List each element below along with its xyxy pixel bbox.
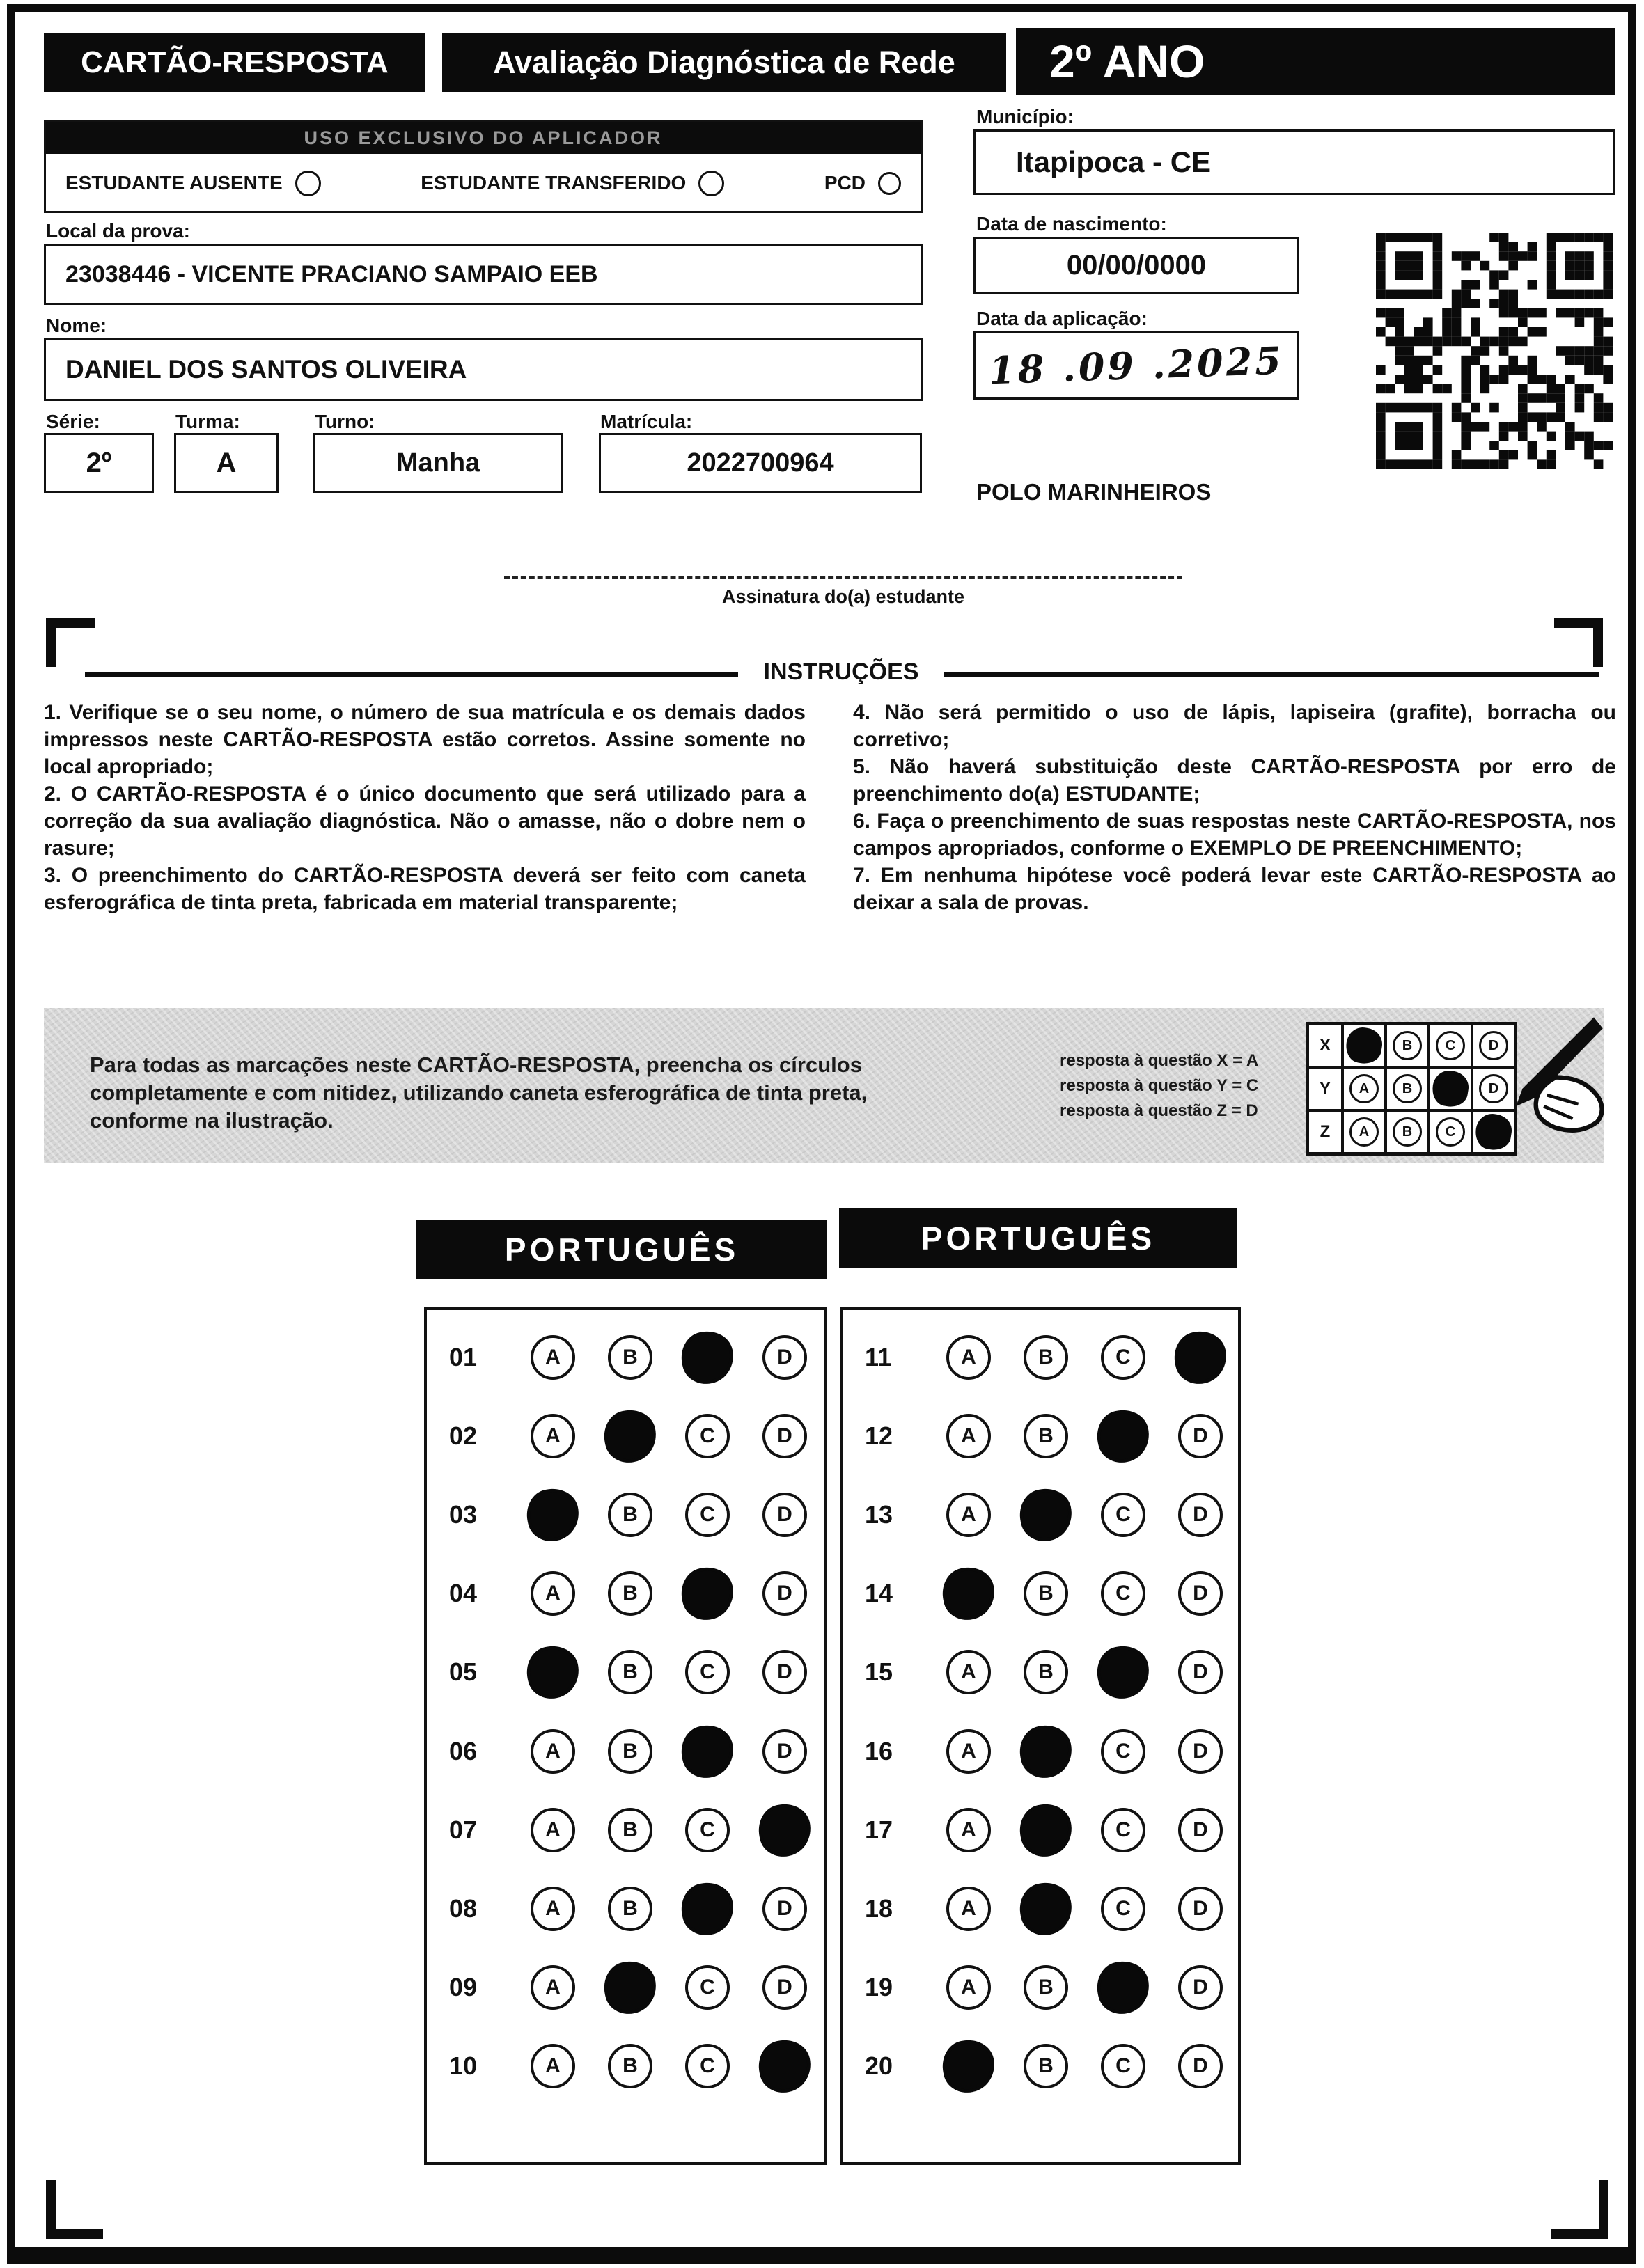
serie-label: Série:	[46, 411, 100, 432]
aplicacao-handwritten-date: 18 .09 .2025	[988, 338, 1285, 393]
municipio-value: Itapipoca - CE	[1016, 145, 1212, 178]
estudante-ausente-option	[65, 171, 321, 196]
question-row-19	[843, 1965, 1238, 2010]
answer-bubble-20-D[interactable]: D	[1178, 2044, 1223, 2088]
question-row-17	[843, 1808, 1238, 1852]
example-bubble-Z-B: B	[1393, 1117, 1422, 1147]
question-number: 16	[865, 1736, 893, 1765]
answer-bubble-14-D[interactable]: D	[1178, 1571, 1223, 1616]
answer-bubble-13-C[interactable]: C	[1101, 1493, 1145, 1537]
qr-code	[1376, 233, 1613, 469]
aplicacao-field	[973, 331, 1299, 400]
question-number: 03	[449, 1500, 478, 1529]
example-bubble-X-D: D	[1479, 1031, 1508, 1060]
answer-bubble-05-B[interactable]: B	[608, 1650, 652, 1694]
answer-bubble-16-A[interactable]: A	[946, 1729, 991, 1774]
answer-bubble-11-D[interactable]	[1170, 1327, 1232, 1389]
question-row-06	[427, 1729, 824, 1774]
answer-bubble-04-C[interactable]	[677, 1563, 739, 1625]
fill-example-text: Para todas as marcações neste CARTÃO-RESPOSTA, preencha os círculos completamente e com nitidez, utilizando caneta esferográfica de tinta preta, conforme na ilustração.	[90, 1053, 868, 1133]
local-value: 23038446 - VICENTE PRACIANO SAMPAIO EEB	[65, 260, 598, 288]
answer-bubble-02-D[interactable]: D	[762, 1414, 807, 1458]
example-cell-Y-C	[1429, 1067, 1472, 1110]
answer-bubble-14-C[interactable]: C	[1101, 1571, 1145, 1616]
answer-bubble-05-A[interactable]	[522, 1641, 584, 1703]
applicator-block	[44, 120, 923, 213]
question-row-09	[427, 1965, 824, 2010]
example-row-letter: X	[1319, 1036, 1331, 1055]
question-row-20	[843, 2044, 1238, 2088]
answer-bubble-19-B[interactable]: B	[1024, 1965, 1068, 2010]
answer-bubble-03-D[interactable]: D	[762, 1493, 807, 1537]
hand-with-pen-icon	[1482, 1009, 1605, 1143]
instruction-item: 4. Não será permitido o uso de lápis, lapiseira (grafite), borracha ou corretivo;	[853, 701, 1616, 751]
answer-bubble-08-C[interactable]	[677, 1877, 739, 1939]
example-row-label-Y	[1308, 1067, 1342, 1110]
instructions-rule-left	[85, 672, 738, 677]
example-bubble-X-C: C	[1436, 1031, 1465, 1060]
polo-label: POLO MARINHEIROS	[976, 479, 1212, 505]
answer-bubble-06-A[interactable]: A	[531, 1729, 575, 1774]
question-number: 01	[449, 1343, 478, 1371]
instruction-item: 6. Faça o preenchimento de suas respostas neste CARTÃO-RESPOSTA, nos campos apropriados, conforme o EXEMPLO DE PREENCHIMENTO;	[853, 810, 1616, 860]
answer-bubble-13-A[interactable]: A	[946, 1493, 991, 1537]
example-cell-X-B	[1386, 1024, 1429, 1067]
example-row-label-Z	[1308, 1110, 1342, 1153]
answer-bubble-14-B[interactable]: B	[1024, 1571, 1068, 1616]
example-answer-y: resposta à questão Y = C	[1060, 1076, 1259, 1095]
question-row-15	[843, 1650, 1238, 1694]
answer-bubble-09-C[interactable]: C	[685, 1965, 730, 2010]
answer-bubble-02-C[interactable]: C	[685, 1414, 730, 1458]
answer-bubble-16-D[interactable]: D	[1178, 1729, 1223, 1774]
answer-bubble-01-C[interactable]	[677, 1327, 739, 1389]
instruction-item: 2. O CARTÃO-RESPOSTA é o único documento que será utilizado para a correção da sua avaliação diagnóstica. Não o amasse, não o dobre nem o rasure;	[44, 782, 806, 860]
answer-bubble-15-A[interactable]: A	[946, 1650, 991, 1694]
question-number: 09	[449, 1972, 478, 2001]
question-row-01	[427, 1335, 824, 1380]
turno-value: Manha	[396, 448, 480, 478]
example-bubble-Y-A: A	[1349, 1074, 1379, 1103]
answer-bubble-02-A[interactable]: A	[531, 1414, 575, 1458]
example-bubble-Z-A: A	[1349, 1117, 1379, 1147]
instruction-item: 3. O preenchimento do CARTÃO-RESPOSTA deverá ser feito com caneta esferográfica de tinta preta, fabricada em material transparente;	[44, 864, 806, 914]
card-title: CARTÃO-RESPOSTA	[44, 33, 425, 92]
estudante-ausente-checkbox[interactable]	[295, 171, 321, 196]
answer-bubble-04-A[interactable]: A	[531, 1571, 575, 1616]
question-number: 19	[865, 1972, 893, 2001]
answer-bubble-08-A[interactable]: A	[531, 1887, 575, 1931]
estudante-transferido-option	[421, 171, 724, 196]
answer-bubble-10-A[interactable]: A	[531, 2044, 575, 2088]
example-cell-X-C	[1429, 1024, 1472, 1067]
question-number: 14	[865, 1579, 893, 1608]
turma-field	[174, 433, 279, 493]
answer-bubble-11-A[interactable]: A	[946, 1335, 991, 1380]
answer-bubble-09-D[interactable]: D	[762, 1965, 807, 2010]
nome-label: Nome:	[46, 315, 107, 336]
matricula-value: 2022700964	[687, 448, 834, 478]
example-bubble-Z-C: C	[1436, 1117, 1465, 1147]
answer-bubble-03-C[interactable]: C	[685, 1493, 730, 1537]
municipio-label: Município:	[976, 106, 1074, 127]
question-row-07	[427, 1808, 824, 1852]
answer-bubble-18-C[interactable]: C	[1101, 1887, 1145, 1931]
answer-bubble-06-C[interactable]	[677, 1720, 739, 1782]
answer-bubble-07-B[interactable]: B	[608, 1808, 652, 1852]
answer-bubble-16-B[interactable]	[1015, 1720, 1077, 1782]
corner-mark-top-left	[46, 618, 95, 667]
answer-grid-questions-11-20	[840, 1307, 1241, 2165]
answer-bubble-18-D[interactable]: D	[1178, 1887, 1223, 1931]
answer-bubble-19-D[interactable]: D	[1178, 1965, 1223, 2010]
answer-bubble-13-D[interactable]: D	[1178, 1493, 1223, 1537]
question-number: 17	[865, 1815, 893, 1844]
answer-bubble-10-C[interactable]: C	[685, 2044, 730, 2088]
answer-bubble-01-D[interactable]: D	[762, 1335, 807, 1380]
corner-mark-bottom-right	[1551, 2180, 1608, 2239]
answer-bubble-01-B[interactable]: B	[608, 1335, 652, 1380]
pcd-checkbox[interactable]	[878, 172, 901, 195]
question-number: 06	[449, 1736, 478, 1765]
question-row-03	[427, 1493, 824, 1537]
example-cell-Z-C	[1429, 1110, 1472, 1153]
answer-bubble-15-B[interactable]: B	[1024, 1650, 1068, 1694]
question-number: 02	[449, 1422, 478, 1451]
question-row-02	[427, 1414, 824, 1458]
answer-bubble-20-A[interactable]	[938, 2035, 1000, 2097]
example-answer-x: resposta à questão X = A	[1060, 1051, 1259, 1070]
nome-value: DANIEL DOS SANTOS OLIVEIRA	[65, 355, 467, 384]
answer-bubble-08-B[interactable]: B	[608, 1887, 652, 1931]
answer-bubble-10-D[interactable]	[754, 2035, 816, 2097]
question-number: 08	[449, 1893, 478, 1923]
question-number: 20	[865, 2051, 893, 2080]
answer-bubble-13-B[interactable]	[1015, 1484, 1077, 1546]
answer-bubble-20-B[interactable]: B	[1024, 2044, 1068, 2088]
question-number: 05	[449, 1657, 478, 1687]
example-answer-z: resposta à questão Z = D	[1060, 1101, 1258, 1120]
section-header-portugues-2: PORTUGUÊS	[839, 1208, 1237, 1268]
answer-bubble-17-B[interactable]	[1015, 1799, 1077, 1861]
answer-bubble-12-A[interactable]: A	[946, 1414, 991, 1458]
local-label: Local da prova:	[46, 220, 190, 242]
example-bubble-Y-C	[1430, 1069, 1471, 1110]
question-row-10	[427, 2044, 824, 2088]
municipio-field	[973, 129, 1615, 195]
estudante-ausente-label: ESTUDANTE AUSENTE	[65, 172, 283, 194]
turma-value: A	[216, 447, 237, 478]
answer-bubble-05-D[interactable]: D	[762, 1650, 807, 1694]
answer-bubble-16-C[interactable]: C	[1101, 1729, 1145, 1774]
question-row-18	[843, 1887, 1238, 1931]
instructions-rule-right	[944, 672, 1599, 677]
question-number: 12	[865, 1422, 893, 1451]
instructions-title: INSTRUÇÕES	[763, 659, 919, 685]
instruction-item: 5. Não haverá substituição deste CARTÃO-RESPOSTA por erro de preenchimento do(a) ESTUDANTE;	[853, 755, 1616, 805]
serie-field	[44, 433, 154, 493]
answer-bubble-19-C[interactable]	[1093, 1956, 1154, 2018]
answer-bubble-17-C[interactable]: C	[1101, 1808, 1145, 1852]
answer-grid-questions-01-10	[424, 1307, 827, 2165]
answer-bubble-12-B[interactable]: B	[1024, 1414, 1068, 1458]
answer-bubble-11-C[interactable]: C	[1101, 1335, 1145, 1380]
answer-bubble-15-D[interactable]: D	[1178, 1650, 1223, 1694]
answer-bubble-04-D[interactable]: D	[762, 1571, 807, 1616]
question-row-04	[427, 1571, 824, 1616]
signature-label: Assinatura do(a) estudante	[721, 586, 965, 607]
example-bubble-X-A	[1344, 1025, 1385, 1066]
local-field	[44, 244, 923, 305]
answer-bubble-18-B[interactable]	[1015, 1877, 1077, 1939]
example-cell-Y-A	[1342, 1067, 1386, 1110]
example-cell-X-A	[1342, 1024, 1386, 1067]
example-cell-Z-B	[1386, 1110, 1429, 1153]
example-bubble-Y-B: B	[1393, 1074, 1422, 1103]
answer-bubble-06-B[interactable]: B	[608, 1729, 652, 1774]
example-cell-Y-B	[1386, 1067, 1429, 1110]
pcd-option	[824, 172, 901, 195]
turno-field	[313, 433, 563, 493]
answer-bubble-12-D[interactable]: D	[1178, 1414, 1223, 1458]
fill-example-band	[44, 1008, 1604, 1163]
example-row-letter: Z	[1320, 1122, 1331, 1141]
example-cell-Z-A	[1342, 1110, 1386, 1153]
nascimento-label: Data de nascimento:	[976, 213, 1167, 235]
corner-mark-top-right	[1554, 618, 1603, 667]
question-row-13	[843, 1493, 1238, 1537]
answer-bubble-10-B[interactable]: B	[608, 2044, 652, 2088]
answer-bubble-14-A[interactable]	[938, 1563, 1000, 1625]
matricula-label: Matrícula:	[600, 411, 693, 432]
example-bubble-Y-D: D	[1479, 1074, 1508, 1103]
example-answer-key	[1060, 1048, 1258, 1124]
answer-bubble-20-C[interactable]: C	[1101, 2044, 1145, 2088]
answer-bubble-17-D[interactable]: D	[1178, 1808, 1223, 1852]
grade-badge: 2º ANO	[1016, 28, 1615, 95]
assessment-title: Avaliação Diagnóstica de Rede	[442, 33, 1006, 92]
pcd-label: PCD	[824, 172, 866, 194]
instruction-item: 7. Em nenhuma hipótese você poderá levar este CARTÃO-RESPOSTA ao deixar a sala de provas.	[853, 864, 1616, 914]
instructions-right-column	[853, 699, 1616, 916]
nascimento-field	[973, 237, 1299, 294]
question-row-16	[843, 1729, 1238, 1774]
nome-field	[44, 338, 923, 401]
answer-bubble-15-C[interactable]	[1093, 1641, 1154, 1703]
answer-bubble-08-D[interactable]: D	[762, 1887, 807, 1931]
question-number: 18	[865, 1893, 893, 1923]
answer-bubble-03-B[interactable]: B	[608, 1493, 652, 1537]
answer-bubble-07-D[interactable]	[754, 1799, 816, 1861]
signature-line[interactable]	[504, 576, 1182, 579]
estudante-transferido-label: ESTUDANTE TRANSFERIDO	[421, 172, 687, 194]
estudante-transferido-checkbox[interactable]	[698, 171, 724, 196]
section-header-portugues-1: PORTUGUÊS	[416, 1220, 827, 1279]
turma-label: Turma:	[175, 411, 240, 432]
turno-label: Turno:	[315, 411, 375, 432]
instructions-left-column	[44, 699, 806, 916]
question-row-14	[843, 1571, 1238, 1616]
answer-bubble-09-A[interactable]: A	[531, 1965, 575, 2010]
question-number: 15	[865, 1657, 893, 1687]
answer-bubble-06-D[interactable]: D	[762, 1729, 807, 1774]
question-row-05	[427, 1650, 824, 1694]
answer-bubble-17-A[interactable]: A	[946, 1808, 991, 1852]
applicator-bar: USO EXCLUSIVO DO APLICADOR	[46, 122, 921, 154]
instruction-item: 1. Verifique se o seu nome, o número de sua matrícula e os demais dados impressos neste CARTÃO-RESPOSTA estão corretos. Assine somente no local apropriado;	[44, 701, 806, 778]
example-bubble-X-B: B	[1393, 1031, 1422, 1060]
example-row-letter: Y	[1319, 1079, 1331, 1098]
answer-bubble-03-A[interactable]	[522, 1484, 584, 1546]
question-row-11	[843, 1335, 1238, 1380]
question-row-12	[843, 1414, 1238, 1458]
question-number: 13	[865, 1500, 893, 1529]
answer-bubble-05-C[interactable]: C	[685, 1650, 730, 1694]
answer-bubble-09-B[interactable]	[600, 1956, 661, 2018]
answer-bubble-07-C[interactable]: C	[685, 1808, 730, 1852]
corner-mark-bottom-left	[46, 2180, 103, 2239]
matricula-field	[599, 433, 922, 493]
aplicacao-label: Data da aplicação:	[976, 308, 1148, 329]
answer-bubble-19-A[interactable]: A	[946, 1965, 991, 2010]
question-number: 07	[449, 1815, 478, 1844]
answer-bubble-12-C[interactable]	[1093, 1405, 1154, 1467]
nascimento-value: 00/00/0000	[1066, 249, 1207, 281]
question-number: 10	[449, 2051, 478, 2080]
serie-value: 2º	[86, 447, 112, 478]
answer-bubble-07-A[interactable]: A	[531, 1808, 575, 1852]
answer-bubble-02-B[interactable]	[600, 1405, 661, 1467]
question-row-08	[427, 1887, 824, 1931]
answer-bubble-11-B[interactable]: B	[1024, 1335, 1068, 1380]
example-row-label-X	[1308, 1024, 1342, 1067]
answer-bubble-01-A[interactable]: A	[531, 1335, 575, 1380]
answer-bubble-04-B[interactable]: B	[608, 1571, 652, 1616]
answer-bubble-18-A[interactable]: A	[946, 1887, 991, 1931]
question-number: 11	[865, 1343, 892, 1371]
question-number: 04	[449, 1579, 478, 1608]
